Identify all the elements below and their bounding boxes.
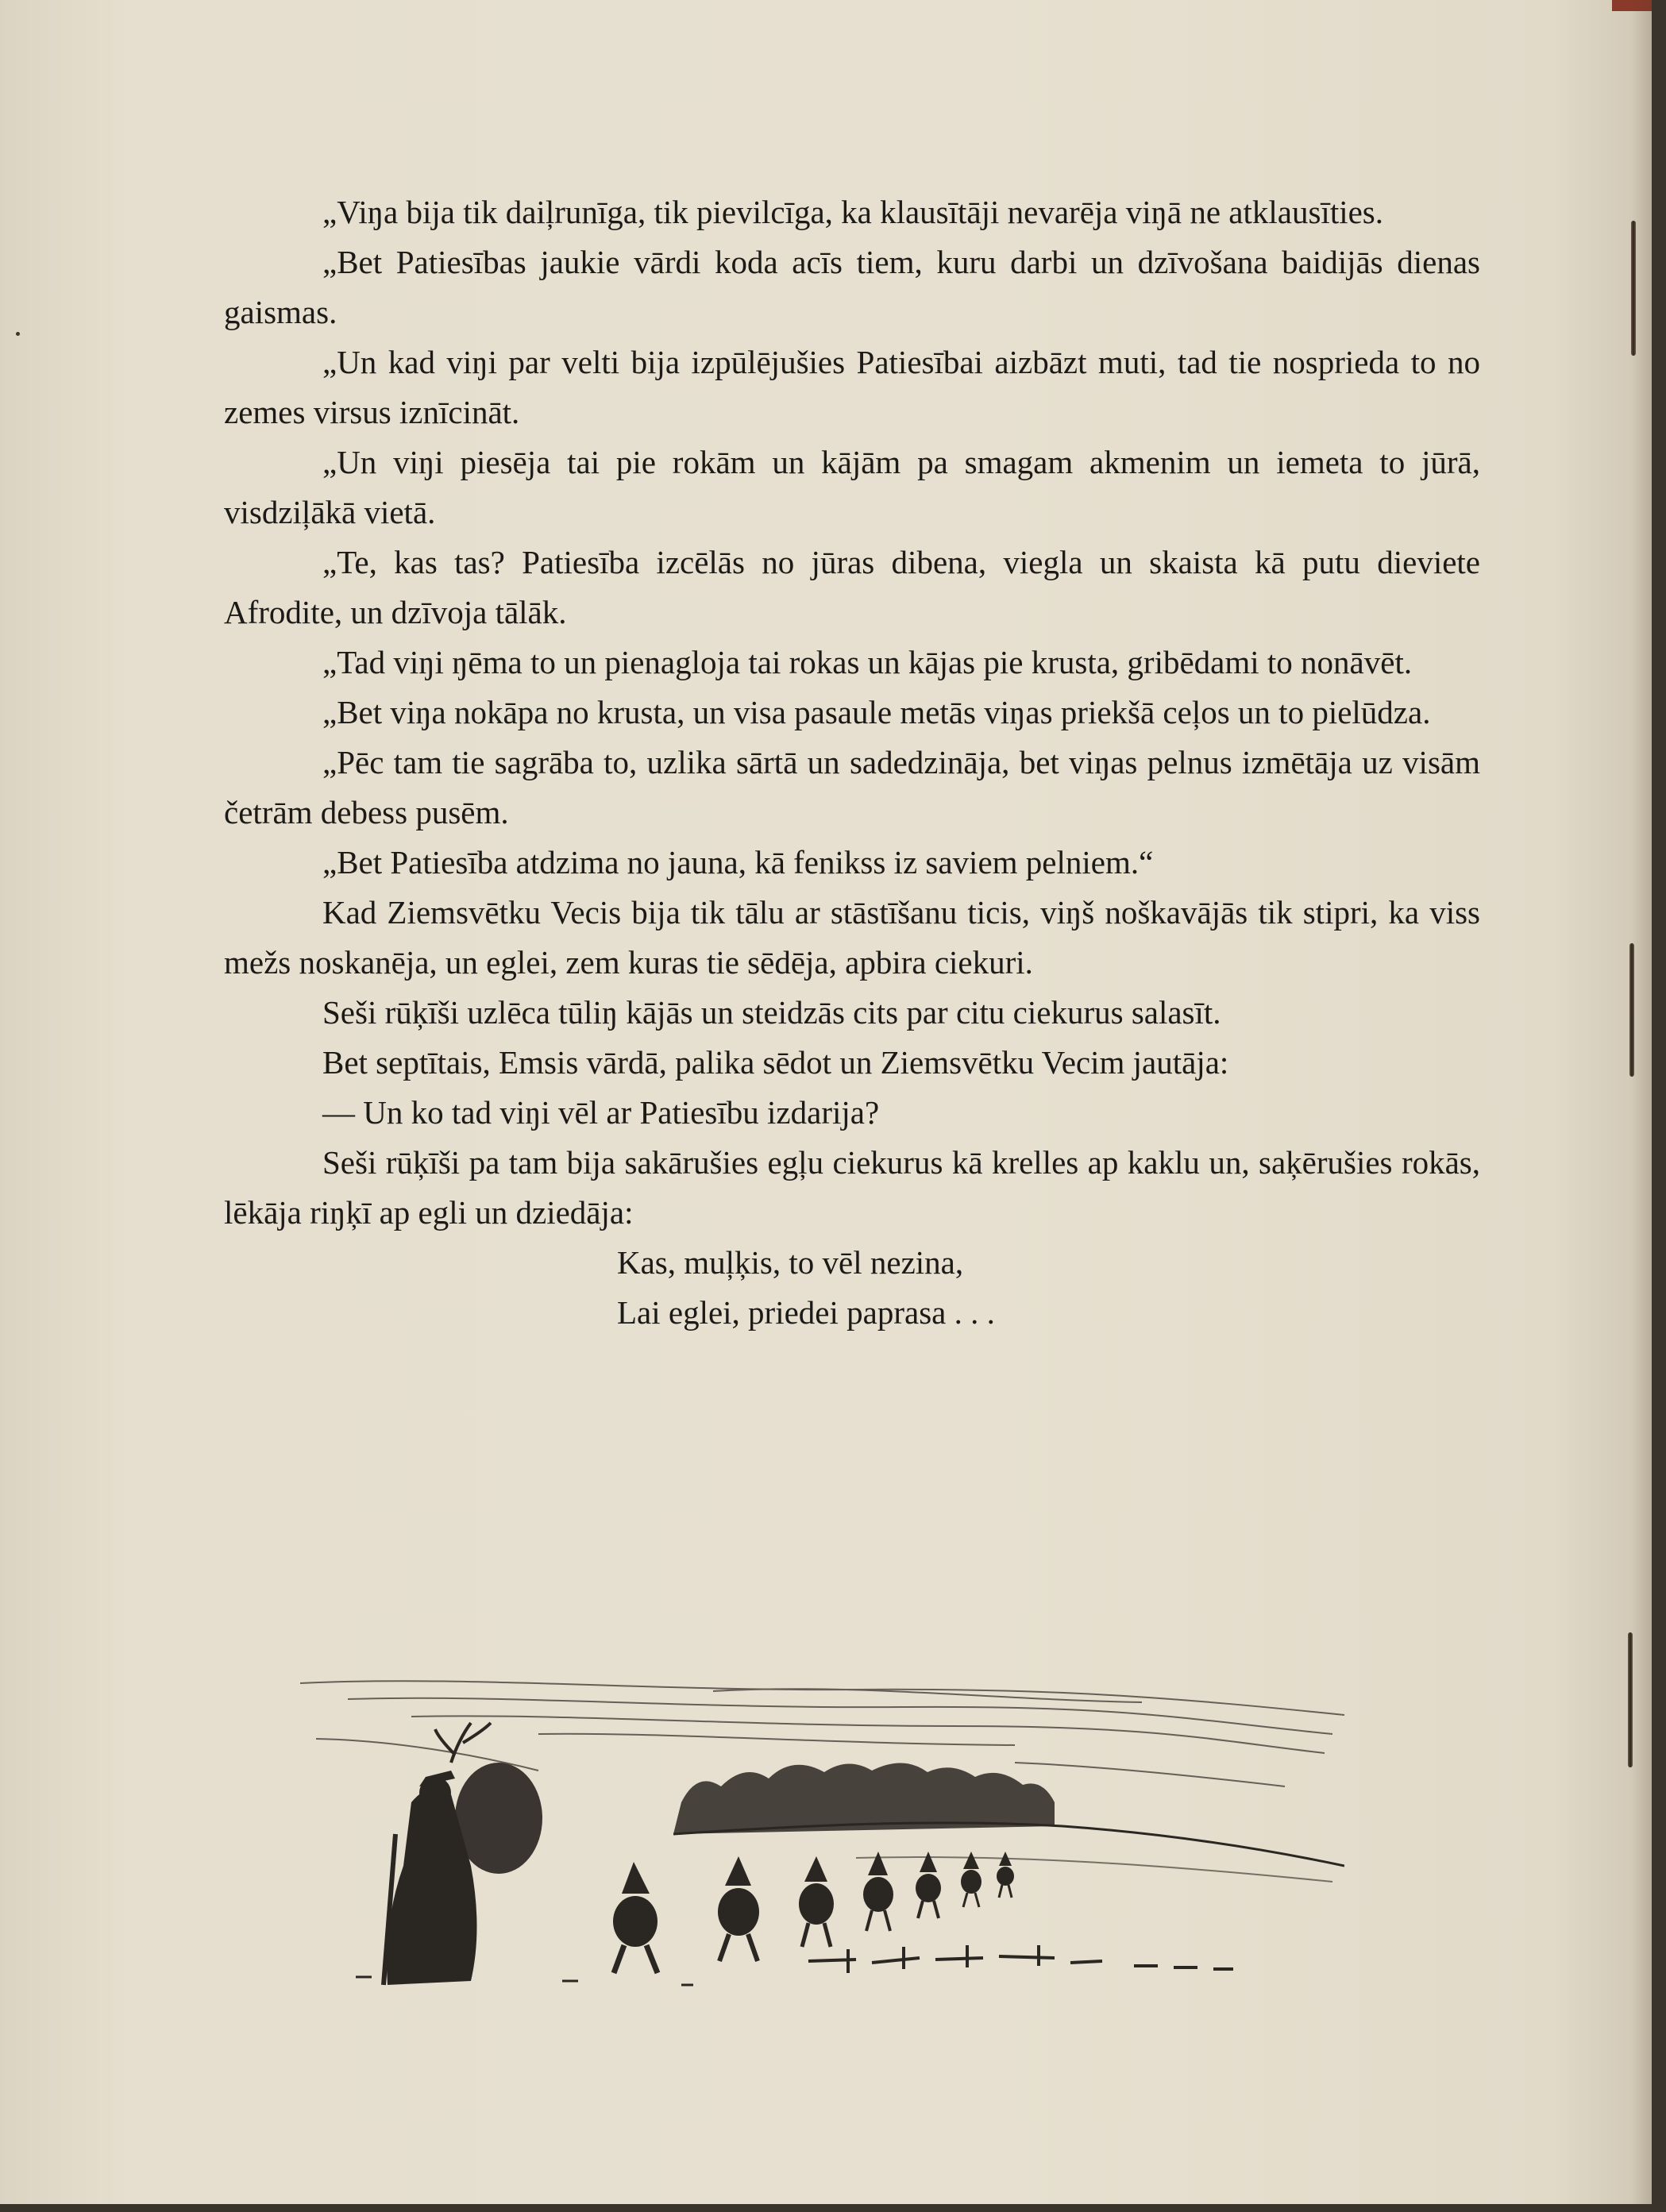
binding-stitch <box>1631 221 1636 356</box>
paragraph: „Bet Patiesības jaukie vārdi koda acīs tiem, kuru darbi un dzīvošana baidijās dienas gaismas. <box>224 244 1480 330</box>
paragraph: „Un viŋi piesēja tai pie rokām un kājām pa smagam akmenim un iemeta to jūrā, visdziļākā vietā. <box>224 444 1480 530</box>
paper-speck <box>16 332 20 336</box>
fence-line <box>808 1945 1233 1973</box>
cover-edge <box>1612 0 1652 11</box>
old-man-figure <box>384 1723 542 1985</box>
paragraph: „Tad viŋi ŋēma to un pienagloja tai rokas un kājas pie krusta, gribēdami to nonāvēt. <box>322 644 1413 680</box>
paragraph: „Viŋa bija tik daiļrunīga, tik pievilcīga, ka klausītāji nevarēja viŋā ne atklausīties. <box>322 194 1384 230</box>
dialogue-line: — Un ko tad viŋi vēl ar Patiesību izdarija? <box>322 1094 880 1131</box>
paragraph: „Bet Patiesība atdzima no jauna, kā fenikss iz saviem pelniem.“ <box>322 844 1154 881</box>
sky-hatching <box>300 1681 1344 1786</box>
paragraph: „Un kad viŋi par velti bija izpūlējušies Patiesībai aizbāzt muti, tad tie nosprieda to no zemes virsus iznīcināt. <box>224 344 1480 430</box>
story-text <box>224 187 1480 1338</box>
paragraph: Kad Ziemsvētku Vecis bija tik tālu ar stāstīšanu ticis, viŋš noškavājās tik stipri, ka viss mežs noskanēja, un eglei, zem kuras tie sēdēja, apbira ciekuri. <box>224 894 1480 981</box>
verse-line: Lai eglei, priedei paprasa . . . <box>617 1294 995 1331</box>
binding-stitch <box>1628 1632 1633 1767</box>
binding-stitch <box>1629 943 1634 1077</box>
paragraph: Seši rūķīši uzlēca tūliŋ kājās un steidzās cits par citu ciekurus salasīt. <box>322 994 1221 1031</box>
gnome-line <box>613 1852 1014 1973</box>
paragraph: „Te, kas tas? Patiesība izcēlās no jūras dibena, viegla un skaista kā putu dieviete Afrodite, un dzīvoja tālāk. <box>224 544 1480 630</box>
paragraph: „Bet viŋa nokāpa no krusta, un visa pasaule metās viŋas priekšā ceļos un to pielūdza. <box>322 694 1431 730</box>
paragraph: „Pēc tam tie sagrāba to, uzlika sārtā un sadedzināja, bet viŋas pelnus izmētāja uz visām četrām debess pusēm. <box>224 744 1480 830</box>
verse-line: Kas, muļķis, to vēl nezina, <box>617 1244 964 1281</box>
paragraph: Seši rūķīši pa tam bija sakārušies egļu ciekurus kā krelles ap kaklu un, saķērušies rokās, lēkāja riŋķī ap egli un dziedāja: <box>224 1144 1480 1231</box>
gnomes-procession-illustration <box>300 1667 1344 2001</box>
paragraph: Bet septītais, Emsis vārdā, palika sēdot un Ziemsvētku Vecim jautāja: <box>322 1044 1229 1081</box>
